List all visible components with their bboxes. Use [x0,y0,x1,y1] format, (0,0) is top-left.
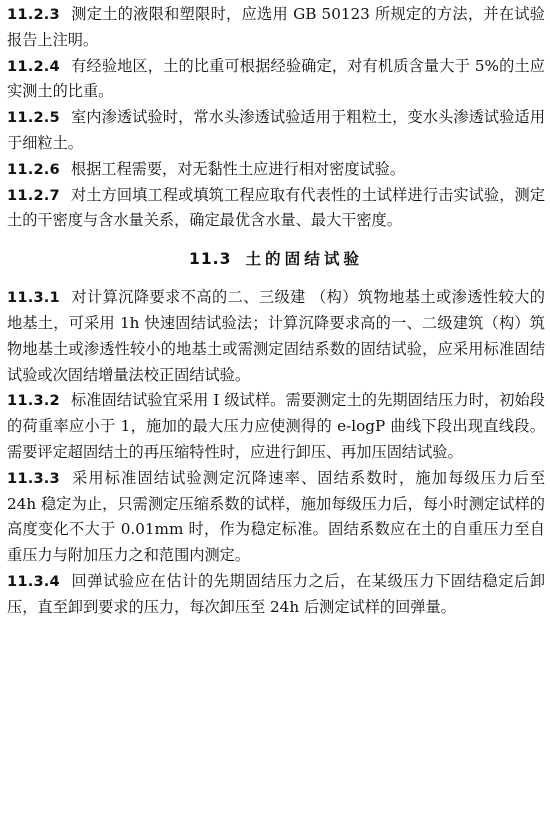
clause-11-3-3 [7,466,545,569]
document-page [7,2,545,621]
clause-number: 11.3.1 [7,289,60,307]
clause-11-2-5 [7,105,545,157]
clause-text: 对计算沉降要求不高的二、三级建 （构）筑物地基土或渗透性较大的地基土，可采用 1h 快速固结试验法；计算沉降要求高的一、二级建筑（构）筑物地基土或渗透性较小的地基土或需测定固结系数的固结试验，应采用标准固结试验或次固结增量法校正固结试验。 [7,288,545,384]
clause-11-3-2 [7,388,545,465]
clause-11-2-4 [7,54,545,106]
section-heading [7,246,545,272]
clause-11-3-4 [7,569,545,621]
clause-number: 11.2.4 [7,57,60,75]
clause-text: 有经验地区，土的比重可根据经验确定，对有机质含量大于 5%的土应实测土的比重。 [7,56,545,101]
clause-number: 11.2.5 [7,109,60,127]
clause-11-2-3 [7,2,545,54]
clause-text: 根据工程需要，对无黏性土应进行相对密度试验。 [70,159,406,178]
clause-text: 测定土的液限和塑限时，应选用 GB 50123 所规定的方法，并在试验报告上注明。 [7,5,545,49]
clause-text: 回弹试验应在估计的先期固结压力之后，在某级压力下固结稳定后卸压，直至卸到要求的压力，每次卸压至 24h 后测定试样的回弹量。 [7,571,545,616]
clause-text: 室内渗透试验时，常水头渗透试验适用于粗粒土，变水头渗透试验适用于细粒土。 [7,108,545,152]
clause-number: 11.3.2 [7,392,60,410]
clause-text: 采用标准固结试验测定沉降速率、固结系数时，施加每级压力后至 24h 稳定为止，只需测定压缩系数的试样，施加每级压力后，每小时测定试样的高度变化不大于 0.01mm 时，作为稳定标准。固结系数应在土的自重压力至自重压力与附加压力之和范围内测定。 [7,468,545,565]
clause-text: 对土方回填工程或填筑工程应取有代表性的土试样进行击实试验，测定土的干密度与含水量关系，确定最优含水量、最大干密度。 [7,185,545,230]
section-heading-number: 11.3 [188,250,232,269]
clause-number: 11.2.3 [7,6,60,23]
clause-number: 11.3.3 [7,469,60,487]
clause-11-2-7 [7,183,545,235]
clause-number: 11.2.6 [7,160,60,178]
clause-11-3-1 [7,285,545,388]
section-heading-title: 土的固结试验 [245,250,364,269]
clause-11-2-6 [7,157,545,183]
clause-number: 11.2.7 [7,186,60,204]
clause-number: 11.3.4 [7,572,60,590]
clause-text: 标准固结试验宜采用 Ⅰ 级试样。需要测定土的先期固结压力时，初始段的荷重率应小于 1，施加的最大压力应使测得的 e-logP 曲线下段出现直线段。需要评定超固结土的再压缩特性时，应进行卸压、再加压固结试验。 [7,391,545,461]
